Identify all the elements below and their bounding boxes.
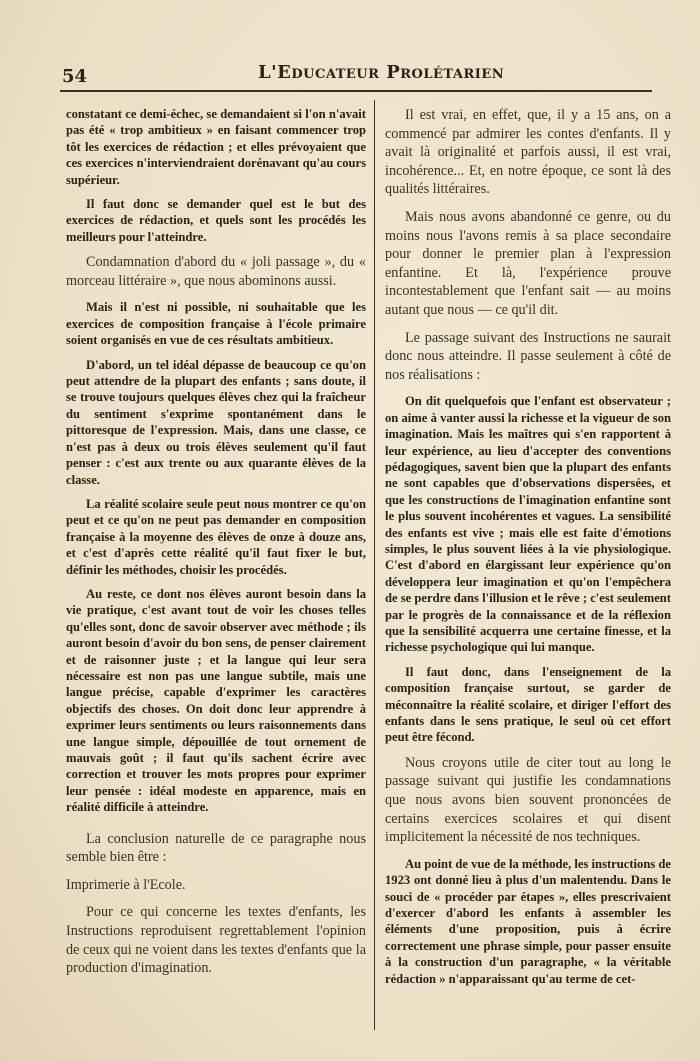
paragraph: Il faut donc se demander quel est le but des exercices de rédaction, et quels sont les procédés les meilleurs pour l'atteindre. xyxy=(66,197,366,244)
page-number: 54 xyxy=(62,66,88,87)
paragraph: La conclusion naturelle de ce paragraphe nous semble bien être : xyxy=(66,830,366,866)
left-column xyxy=(66,106,366,987)
paragraph: Au reste, ce dont nos élèves auront besoin dans la vie pratique, c'est avant tout de voir les choses telles qu'elles sont, donc de savoir observer avec méthode ; ils auront besoin d'avoir du bon sens, de penser clairement et de raisonner juste ; et la langue qui leur sera nécessaire est non pas une langue subtile, mais une langue précise, capable d'exprimer les caractères objectifs des choses. On doit donc leur apprendre à exprimer leurs sentiments ou leurs raisonnements dans une langue simple, dépouillée de tout ornement de mauvais goût ; il faut qu'ils sachent écrire avec correction et trouver les mots propres pour exprimer leur pensée : idéal modeste en apparence, mais en réalité difficile à atteindre. xyxy=(66,586,366,815)
paragraph: Le passage suivant des Instructions ne saurait donc nous atteindre. Il passe seulement à côté de nos réalisations : xyxy=(385,329,671,383)
header-rule xyxy=(60,90,652,92)
paragraph: Pour ce qui concerne les textes d'enfants, les Instructions reproduisent regrettablement l'opinion de ceux qui ne voient dans les textes d'enfants que la production d'imagination. xyxy=(66,904,366,977)
paragraph: Il faut donc, dans l'enseignement de la composition française surtout, se garder de méconnaître la réalité scolaire, et diriger l'effort des enfants dans le sens pratique, le seul où cet effort peut être fécond. xyxy=(385,664,671,745)
page-header xyxy=(58,62,658,86)
paragraph: constatant ce demi-échec, se demandaient si l'on n'avait pas été « trop ambitieux » en faisant commencer trop tôt les exercices de rédaction ; et elles prévoyaient que ces exercices n'interviendraient dorénavant qu'au cours supérieur. xyxy=(66,107,366,187)
journal-title: L'Educateur Prolétarien xyxy=(258,62,505,83)
paragraph: Nous croyons utile de citer tout au long le passage suivant qui justifie les condamnations que nous avons bien souvent prononcées de certains exercices scolaires et qui disent implicitement la nécessité de nos techniques. xyxy=(385,754,671,846)
paragraph: La réalité scolaire seule peut nous montrer ce qu'on peut et ce qu'on ne peut pas demander en composition française à la moyenne des élèves de onze à douze ans, et c'est d'après cette réalité qu'il faut fixer le but, définir les méthodes, choisir les procédés. xyxy=(66,496,366,577)
paragraph: Condamnation d'abord du « joli passage », du « morceau littéraire », que nous abominons aussi. xyxy=(66,254,366,289)
paragraph: Mais il n'est ni possible, ni souhaitable que les exercices de composition française à l'école primaire soient organisés en vue de ces résultats ambitieux. xyxy=(66,300,366,348)
paragraph: D'abord, un tel idéal dépasse de beaucoup ce qu'on peut attendre de la plupart des enfants ; sans doute, il se trouve toujours quelques élèves chez qui la fraîcheur du sentiment s'exprime spontanément dans le pittoresque de l'expression. Mais, dans une classe, ce n'est pas à deux ou trois élèves seulement qu'il faut penser : c'est aux trente ou aux quarante élèves de la classe. xyxy=(66,357,366,487)
right-column xyxy=(385,106,671,995)
paragraph: Mais nous avons abandonné ce genre, ou du moins nous l'avons remis à sa place secondaire pour donner le premier plan à l'expression enfantine. Et là, l'expérience prouve incontestablement que l'enfant sait — au moins autant que nous — ce qu'il dit. xyxy=(385,208,671,318)
column-divider xyxy=(374,100,375,1030)
paragraph: On dit quelquefois que l'enfant est observateur ; on aime à vanter aussi la richesse et la vigueur de son imagination. Mais les maîtres qui s'en rapportent à leur expérience, au lieu d'accepter des conventions pédagogiques, savent bien que la plupart des enfants ne sont capables que d'observations dispersées, et que les constructions de l'imagination enfantine sont le plus souvent incohérentes et vagues. La sensibilité des enfants est vive ; mais elle est faite d'émotions simples, le plus souvent liées à la vie physiologique. C'est d'abord en élargissant leur expérience qu'on développera leur imagination et qu'on l'empêchera de se perdre dans l'illusion et le rêve ; c'est seulement par le progrès de la connaissance et de la réflexion que la sensibilité acquerra une certaine finesse, et la richesse psychologique qui lui manque. xyxy=(385,394,671,655)
paragraph: Il est vrai, en effet, que, il y a 15 ans, on a commencé par admirer les contes d'enfants. Il y avait là originalité et parfois aussi, il est vrai, incohérence... Et, en notre époque, ce sont là des qualités littéraires. xyxy=(385,107,671,198)
paragraph: Imprimerie à l'Ecole. xyxy=(66,876,186,893)
paragraph: Au point de vue de la méthode, les instructions de 1923 ont donné lieu à plus d'un malentendu. Dans le souci de « procéder par étapes », elles prescrivaient d'exercer d'abord les enfants à assembler les éléments d'une proposition, puis à écrire correctement une phrase simple, pour passer ensuite à la construction d'un paragraphe, « la véritable rédaction » n'apparaissant qu'au terme de cet- xyxy=(385,856,671,986)
